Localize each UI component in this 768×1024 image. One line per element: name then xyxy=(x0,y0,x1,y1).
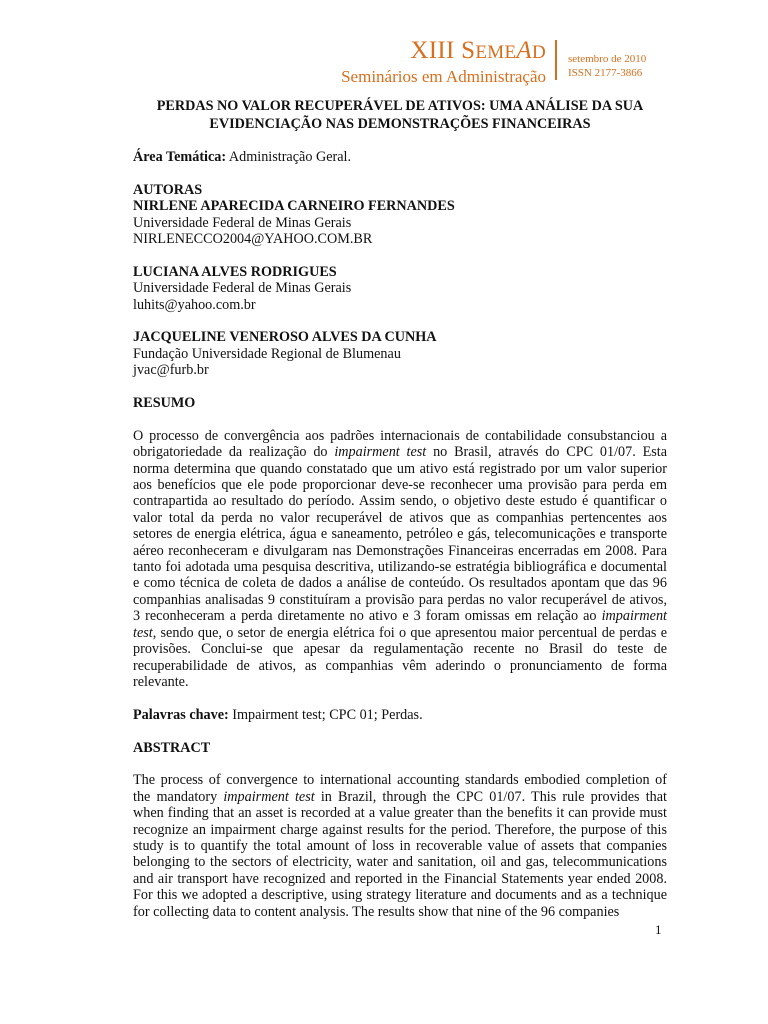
resumo-text-1: O processo de convergência aos padrões internacionais de contabilidade consubstanciou a obrigatoriedade da realização do xyxy=(133,427,667,461)
keywords-label: Palavras chave: xyxy=(133,706,229,723)
author-name: JACQUELINE VENEROSO ALVES DA CUNHA xyxy=(133,329,437,346)
author-name: LUCIANA ALVES RODRIGUES xyxy=(133,263,337,280)
conference-title-prefix: XIII S xyxy=(410,37,476,64)
resumo-italic-term-2: impairment test xyxy=(133,608,667,641)
thematic-area-value: Administração Geral. xyxy=(226,149,352,165)
abstract-italic-term: impairment test xyxy=(223,788,315,805)
conference-title-smallcaps-2: D xyxy=(531,42,546,63)
resumo-paragraph xyxy=(133,428,667,691)
keywords-value: Impairment test; CPC 01; Perdas. xyxy=(228,706,423,723)
conference-issn: ISSN 2177-3866 xyxy=(568,67,643,79)
resumo-text-3: , sendo que, o setor de energia elétrica foi o que apresentou maior percentual de perdas e provisões. Conclui-se que apesar da regulamentação recente no Brasil do teste de recuperabilidade de ativos, as companhias vêm aderindo o pronunciamento de forma relevante. xyxy=(133,624,667,690)
keywords xyxy=(133,707,667,723)
paper-title-line-1: PERDAS NO VALOR RECUPERÁVEL DE ATIVOS: UMA ANÁLISE DA SUA xyxy=(156,98,644,114)
conference-title-smallcaps-1: EME xyxy=(475,42,517,63)
page-number: 1 xyxy=(655,922,662,937)
abstract-heading: ABSTRACT xyxy=(133,739,211,756)
author-email: jvac@furb.br xyxy=(133,362,209,379)
abstract-text-2: in Brazil, through the CPC 01/07. This rule provides that when finding that an asset is recorded at a value greater than the benefits it can provide must recognize an impairment charge against results for the period. Therefore, the purpose of this study is to quantify the total amount of loss in recoverable value of assets that companies belonging to the sectors of electricity, water and sanitation, oil and gas, telecommunications and air transport have recognized and reported in the Financial Statements year ended 2008. For this we adopted a descriptive, using strategy literature and documents and as a technique for collecting data to content analysis. The results show that nine of the 96 companies xyxy=(133,788,667,920)
conference-subtitle: Seminários em Administração xyxy=(341,67,546,86)
conference-header xyxy=(341,38,546,86)
thematic-area-label: Área Temática: xyxy=(133,149,227,165)
paper-body xyxy=(133,149,667,920)
resumo-heading: RESUMO xyxy=(133,395,196,412)
conference-date: setembro de 2010 xyxy=(568,53,647,65)
author-affiliation: Universidade Federal de Minas Gerais xyxy=(133,280,352,297)
conference-title xyxy=(341,38,546,66)
authors-heading: AUTORAS xyxy=(133,181,203,198)
author-name: NIRLENE APARECIDA CARNEIRO FERNANDES xyxy=(133,198,455,215)
conference-title-italic-a: A xyxy=(516,37,532,64)
header-divider xyxy=(555,40,557,80)
resumo-italic-term-1: impairment test xyxy=(334,444,427,461)
abstract-paragraph xyxy=(133,772,667,920)
paper-title xyxy=(133,97,667,133)
author-affiliation: Fundação Universidade Regional de Blumenau xyxy=(133,345,401,362)
abstract-text-1: The process of convergence to international accounting standards embodied completion of the mandatory xyxy=(133,772,667,805)
thematic-area xyxy=(133,149,667,165)
paper-title-line-2: EVIDENCIAÇÃO NAS DEMONSTRAÇÕES FINANCEIRAS xyxy=(209,116,591,132)
author-affiliation: Universidade Federal de Minas Gerais xyxy=(133,214,352,231)
resumo-text-2: no Brasil, através do CPC 01/07. Esta norma determina que quando constatado que um ativo está registrado por um valor superior aos benefícios que ele pode proporcionar deve-se reconhecer uma provisão para perda em contrapartida ao resultado do período. Assim sendo, o objetivo deste estudo é quantificar o valor total da perda no valor recuperável de ativos que as companhias pertencentes aos setores de energia elétrica, água e saneamento, petróleo e gás, telecomunicações e transporte aéreo reconheceram e divulgaram nas Demonstrações Financeiras encerradas em 2008. Para tanto foi adotada uma pesquisa descritiva, utilizando-se estratégia bibliográfica e documental e como técnica de coleta de dados a análise de conteúdo. Os resultados apontam que das 96 companhias analisadas 9 constituíram a provisão para perdas no valor recuperável de ativos, 3 reconheceram a perda diretamente no ativo e 3 foram omissas em relação ao xyxy=(133,444,668,625)
author-email: NIRLENECCO2004@YAHOO.COM.BR xyxy=(133,231,373,248)
author-email: luhits@yahoo.com.br xyxy=(133,296,256,313)
conference-meta xyxy=(568,52,646,80)
